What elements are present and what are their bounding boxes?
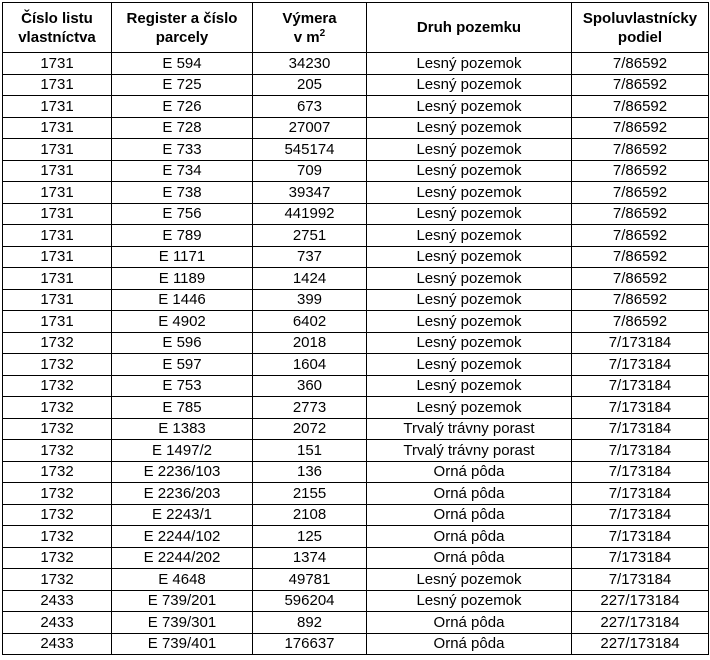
cell-land-type: Lesný pozemok xyxy=(367,160,572,182)
cell-ownership-sheet: 1732 xyxy=(3,332,112,354)
table-row xyxy=(3,332,709,354)
header-co-ownership-share-line1: Spoluvlastnícky xyxy=(582,9,698,27)
cell-parcel-number: E 753 xyxy=(112,375,253,397)
header-parcel-register-line1: Register a číslo xyxy=(126,9,238,27)
table-row xyxy=(3,311,709,333)
cell-land-type: Trvalý trávny porast xyxy=(367,440,572,462)
cell-share: 7/173184 xyxy=(572,547,709,569)
table-body xyxy=(3,53,709,655)
table-row xyxy=(3,569,709,591)
header-land-type-label: Druh pozemku xyxy=(416,19,522,36)
parcel-table xyxy=(2,2,709,655)
cell-ownership-sheet: 1731 xyxy=(3,117,112,139)
cell-parcel-number: E 785 xyxy=(112,397,253,419)
cell-share: 7/86592 xyxy=(572,246,709,268)
cell-land-type: Lesný pozemok xyxy=(367,96,572,118)
cell-parcel-number: E 2236/103 xyxy=(112,461,253,483)
cell-ownership-sheet: 1732 xyxy=(3,504,112,526)
cell-share: 227/173184 xyxy=(572,633,709,655)
cell-share: 7/173184 xyxy=(572,375,709,397)
cell-land-type: Lesný pozemok xyxy=(367,354,572,376)
cell-ownership-sheet: 1731 xyxy=(3,225,112,247)
table-row xyxy=(3,526,709,548)
cell-parcel-number: E 1383 xyxy=(112,418,253,440)
table-row xyxy=(3,225,709,247)
cell-ownership-sheet: 1732 xyxy=(3,375,112,397)
header-ownership-sheet-line2: vlastníctva xyxy=(18,28,96,46)
cell-land-type: Trvalý trávny porast xyxy=(367,418,572,440)
table-row xyxy=(3,289,709,311)
cell-land-type: Orná pôda xyxy=(367,504,572,526)
cell-parcel-number: E 597 xyxy=(112,354,253,376)
cell-land-type: Lesný pozemok xyxy=(367,268,572,290)
table-row xyxy=(3,354,709,376)
table-row xyxy=(3,160,709,182)
table-row xyxy=(3,182,709,204)
cell-parcel-number: E 4648 xyxy=(112,569,253,591)
table-row xyxy=(3,633,709,655)
cell-ownership-sheet: 1731 xyxy=(3,246,112,268)
cell-ownership-sheet: 2433 xyxy=(3,590,112,612)
cell-area: 1424 xyxy=(253,268,367,290)
cell-share: 7/173184 xyxy=(572,569,709,591)
table-row xyxy=(3,375,709,397)
cell-land-type: Orná pôda xyxy=(367,612,572,634)
cell-ownership-sheet: 1731 xyxy=(3,53,112,75)
cell-ownership-sheet: 1731 xyxy=(3,182,112,204)
cell-share: 7/173184 xyxy=(572,526,709,548)
cell-parcel-number: E 739/201 xyxy=(112,590,253,612)
header-area xyxy=(253,3,367,53)
cell-ownership-sheet: 1731 xyxy=(3,96,112,118)
cell-area: 441992 xyxy=(253,203,367,225)
table-row xyxy=(3,461,709,483)
cell-ownership-sheet: 1732 xyxy=(3,418,112,440)
cell-area: 2018 xyxy=(253,332,367,354)
cell-area: 709 xyxy=(253,160,367,182)
cell-parcel-number: E 756 xyxy=(112,203,253,225)
cell-land-type: Lesný pozemok xyxy=(367,203,572,225)
cell-parcel-number: E 789 xyxy=(112,225,253,247)
cell-area: 2751 xyxy=(253,225,367,247)
table-row xyxy=(3,483,709,505)
cell-land-type: Lesný pozemok xyxy=(367,311,572,333)
cell-land-type: Lesný pozemok xyxy=(367,289,572,311)
cell-land-type: Orná pôda xyxy=(367,483,572,505)
cell-parcel-number: E 734 xyxy=(112,160,253,182)
cell-share: 7/173184 xyxy=(572,418,709,440)
cell-area: 399 xyxy=(253,289,367,311)
header-ownership-sheet-line1: Číslo listu xyxy=(21,9,93,27)
cell-share: 7/86592 xyxy=(572,53,709,75)
table-row xyxy=(3,418,709,440)
cell-ownership-sheet: 1732 xyxy=(3,483,112,505)
cell-ownership-sheet: 1731 xyxy=(3,311,112,333)
cell-land-type: Orná pôda xyxy=(367,633,572,655)
cell-area: 151 xyxy=(253,440,367,462)
cell-ownership-sheet: 1732 xyxy=(3,354,112,376)
cell-share: 7/173184 xyxy=(572,440,709,462)
cell-parcel-number: E 2244/102 xyxy=(112,526,253,548)
cell-ownership-sheet: 1732 xyxy=(3,461,112,483)
cell-share: 7/173184 xyxy=(572,397,709,419)
header-parcel-register xyxy=(112,3,253,53)
cell-parcel-number: E 733 xyxy=(112,139,253,161)
cell-land-type: Lesný pozemok xyxy=(367,332,572,354)
table-row xyxy=(3,203,709,225)
cell-land-type: Lesný pozemok xyxy=(367,225,572,247)
table-row xyxy=(3,246,709,268)
cell-share: 7/86592 xyxy=(572,74,709,96)
cell-parcel-number: E 2236/203 xyxy=(112,483,253,505)
table-row xyxy=(3,504,709,526)
cell-area: 49781 xyxy=(253,569,367,591)
header-area-unit-exponent: 2 xyxy=(319,27,326,39)
header-co-ownership-share xyxy=(572,3,709,53)
cell-share: 7/86592 xyxy=(572,268,709,290)
cell-area: 737 xyxy=(253,246,367,268)
cell-land-type: Orná pôda xyxy=(367,461,572,483)
cell-area: 136 xyxy=(253,461,367,483)
cell-ownership-sheet: 1732 xyxy=(3,440,112,462)
cell-ownership-sheet: 1731 xyxy=(3,160,112,182)
cell-ownership-sheet: 1732 xyxy=(3,547,112,569)
cell-parcel-number: E 738 xyxy=(112,182,253,204)
cell-area: 2155 xyxy=(253,483,367,505)
cell-land-type: Lesný pozemok xyxy=(367,569,572,591)
cell-parcel-number: E 594 xyxy=(112,53,253,75)
cell-land-type: Lesný pozemok xyxy=(367,53,572,75)
cell-area: 2773 xyxy=(253,397,367,419)
cell-parcel-number: E 739/301 xyxy=(112,612,253,634)
cell-land-type: Orná pôda xyxy=(367,547,572,569)
cell-area: 545174 xyxy=(253,139,367,161)
table-row xyxy=(3,96,709,118)
table-row xyxy=(3,397,709,419)
cell-area: 673 xyxy=(253,96,367,118)
cell-land-type: Lesný pozemok xyxy=(367,375,572,397)
cell-area: 34230 xyxy=(253,53,367,75)
cell-parcel-number: E 596 xyxy=(112,332,253,354)
cell-ownership-sheet: 1731 xyxy=(3,203,112,225)
cell-parcel-number: E 2243/1 xyxy=(112,504,253,526)
cell-parcel-number: E 1497/2 xyxy=(112,440,253,462)
header-land-type xyxy=(367,3,572,53)
cell-share: 7/86592 xyxy=(572,311,709,333)
cell-ownership-sheet: 1732 xyxy=(3,526,112,548)
cell-share: 227/173184 xyxy=(572,590,709,612)
cell-parcel-number: E 726 xyxy=(112,96,253,118)
cell-share: 7/173184 xyxy=(572,461,709,483)
cell-ownership-sheet: 2433 xyxy=(3,633,112,655)
cell-area: 2108 xyxy=(253,504,367,526)
cell-area: 2072 xyxy=(253,418,367,440)
header-row xyxy=(3,3,709,53)
cell-land-type: Orná pôda xyxy=(367,526,572,548)
cell-parcel-number: E 739/401 xyxy=(112,633,253,655)
cell-parcel-number: E 2244/202 xyxy=(112,547,253,569)
cell-area: 205 xyxy=(253,74,367,96)
cell-land-type: Lesný pozemok xyxy=(367,397,572,419)
cell-parcel-number: E 1189 xyxy=(112,268,253,290)
cell-ownership-sheet: 1731 xyxy=(3,74,112,96)
table-row xyxy=(3,612,709,634)
cell-area: 1604 xyxy=(253,354,367,376)
cell-parcel-number: E 1171 xyxy=(112,246,253,268)
cell-share: 7/86592 xyxy=(572,160,709,182)
cell-parcel-number: E 4902 xyxy=(112,311,253,333)
cell-ownership-sheet: 1732 xyxy=(3,397,112,419)
table-row xyxy=(3,547,709,569)
cell-land-type: Lesný pozemok xyxy=(367,139,572,161)
cell-area: 892 xyxy=(253,612,367,634)
table-row xyxy=(3,117,709,139)
cell-share: 7/173184 xyxy=(572,483,709,505)
cell-area: 360 xyxy=(253,375,367,397)
cell-ownership-sheet: 2433 xyxy=(3,612,112,634)
cell-area: 176637 xyxy=(253,633,367,655)
cell-land-type: Lesný pozemok xyxy=(367,182,572,204)
cell-ownership-sheet: 1732 xyxy=(3,569,112,591)
cell-share: 7/86592 xyxy=(572,225,709,247)
table-row xyxy=(3,590,709,612)
table-row xyxy=(3,268,709,290)
header-area-line2 xyxy=(253,28,366,47)
cell-share: 7/86592 xyxy=(572,117,709,139)
cell-ownership-sheet: 1731 xyxy=(3,139,112,161)
cell-ownership-sheet: 1731 xyxy=(3,289,112,311)
cell-land-type: Lesný pozemok xyxy=(367,246,572,268)
header-co-ownership-share-line2: podiel xyxy=(617,28,663,46)
cell-share: 7/173184 xyxy=(572,504,709,526)
table-row xyxy=(3,139,709,161)
header-area-unit: v m xyxy=(293,28,320,46)
cell-area: 27007 xyxy=(253,117,367,139)
cell-share: 7/86592 xyxy=(572,289,709,311)
cell-share: 7/173184 xyxy=(572,354,709,376)
cell-share: 7/86592 xyxy=(572,139,709,161)
cell-land-type: Lesný pozemok xyxy=(367,590,572,612)
cell-area: 6402 xyxy=(253,311,367,333)
cell-area: 125 xyxy=(253,526,367,548)
cell-share: 7/86592 xyxy=(572,182,709,204)
cell-parcel-number: E 1446 xyxy=(112,289,253,311)
cell-share: 7/86592 xyxy=(572,203,709,225)
cell-share: 227/173184 xyxy=(572,612,709,634)
cell-land-type: Lesný pozemok xyxy=(367,74,572,96)
header-parcel-register-line2: parcely xyxy=(155,28,209,46)
cell-area: 596204 xyxy=(253,590,367,612)
header-area-line1: Výmera xyxy=(282,9,337,27)
cell-area: 1374 xyxy=(253,547,367,569)
cell-parcel-number: E 725 xyxy=(112,74,253,96)
table-row xyxy=(3,440,709,462)
cell-parcel-number: E 728 xyxy=(112,117,253,139)
header-ownership-sheet xyxy=(3,3,112,53)
cell-land-type: Lesný pozemok xyxy=(367,117,572,139)
cell-ownership-sheet: 1731 xyxy=(3,268,112,290)
cell-area: 39347 xyxy=(253,182,367,204)
cell-share: 7/86592 xyxy=(572,96,709,118)
table-row xyxy=(3,74,709,96)
cell-share: 7/173184 xyxy=(572,332,709,354)
table-row xyxy=(3,53,709,75)
